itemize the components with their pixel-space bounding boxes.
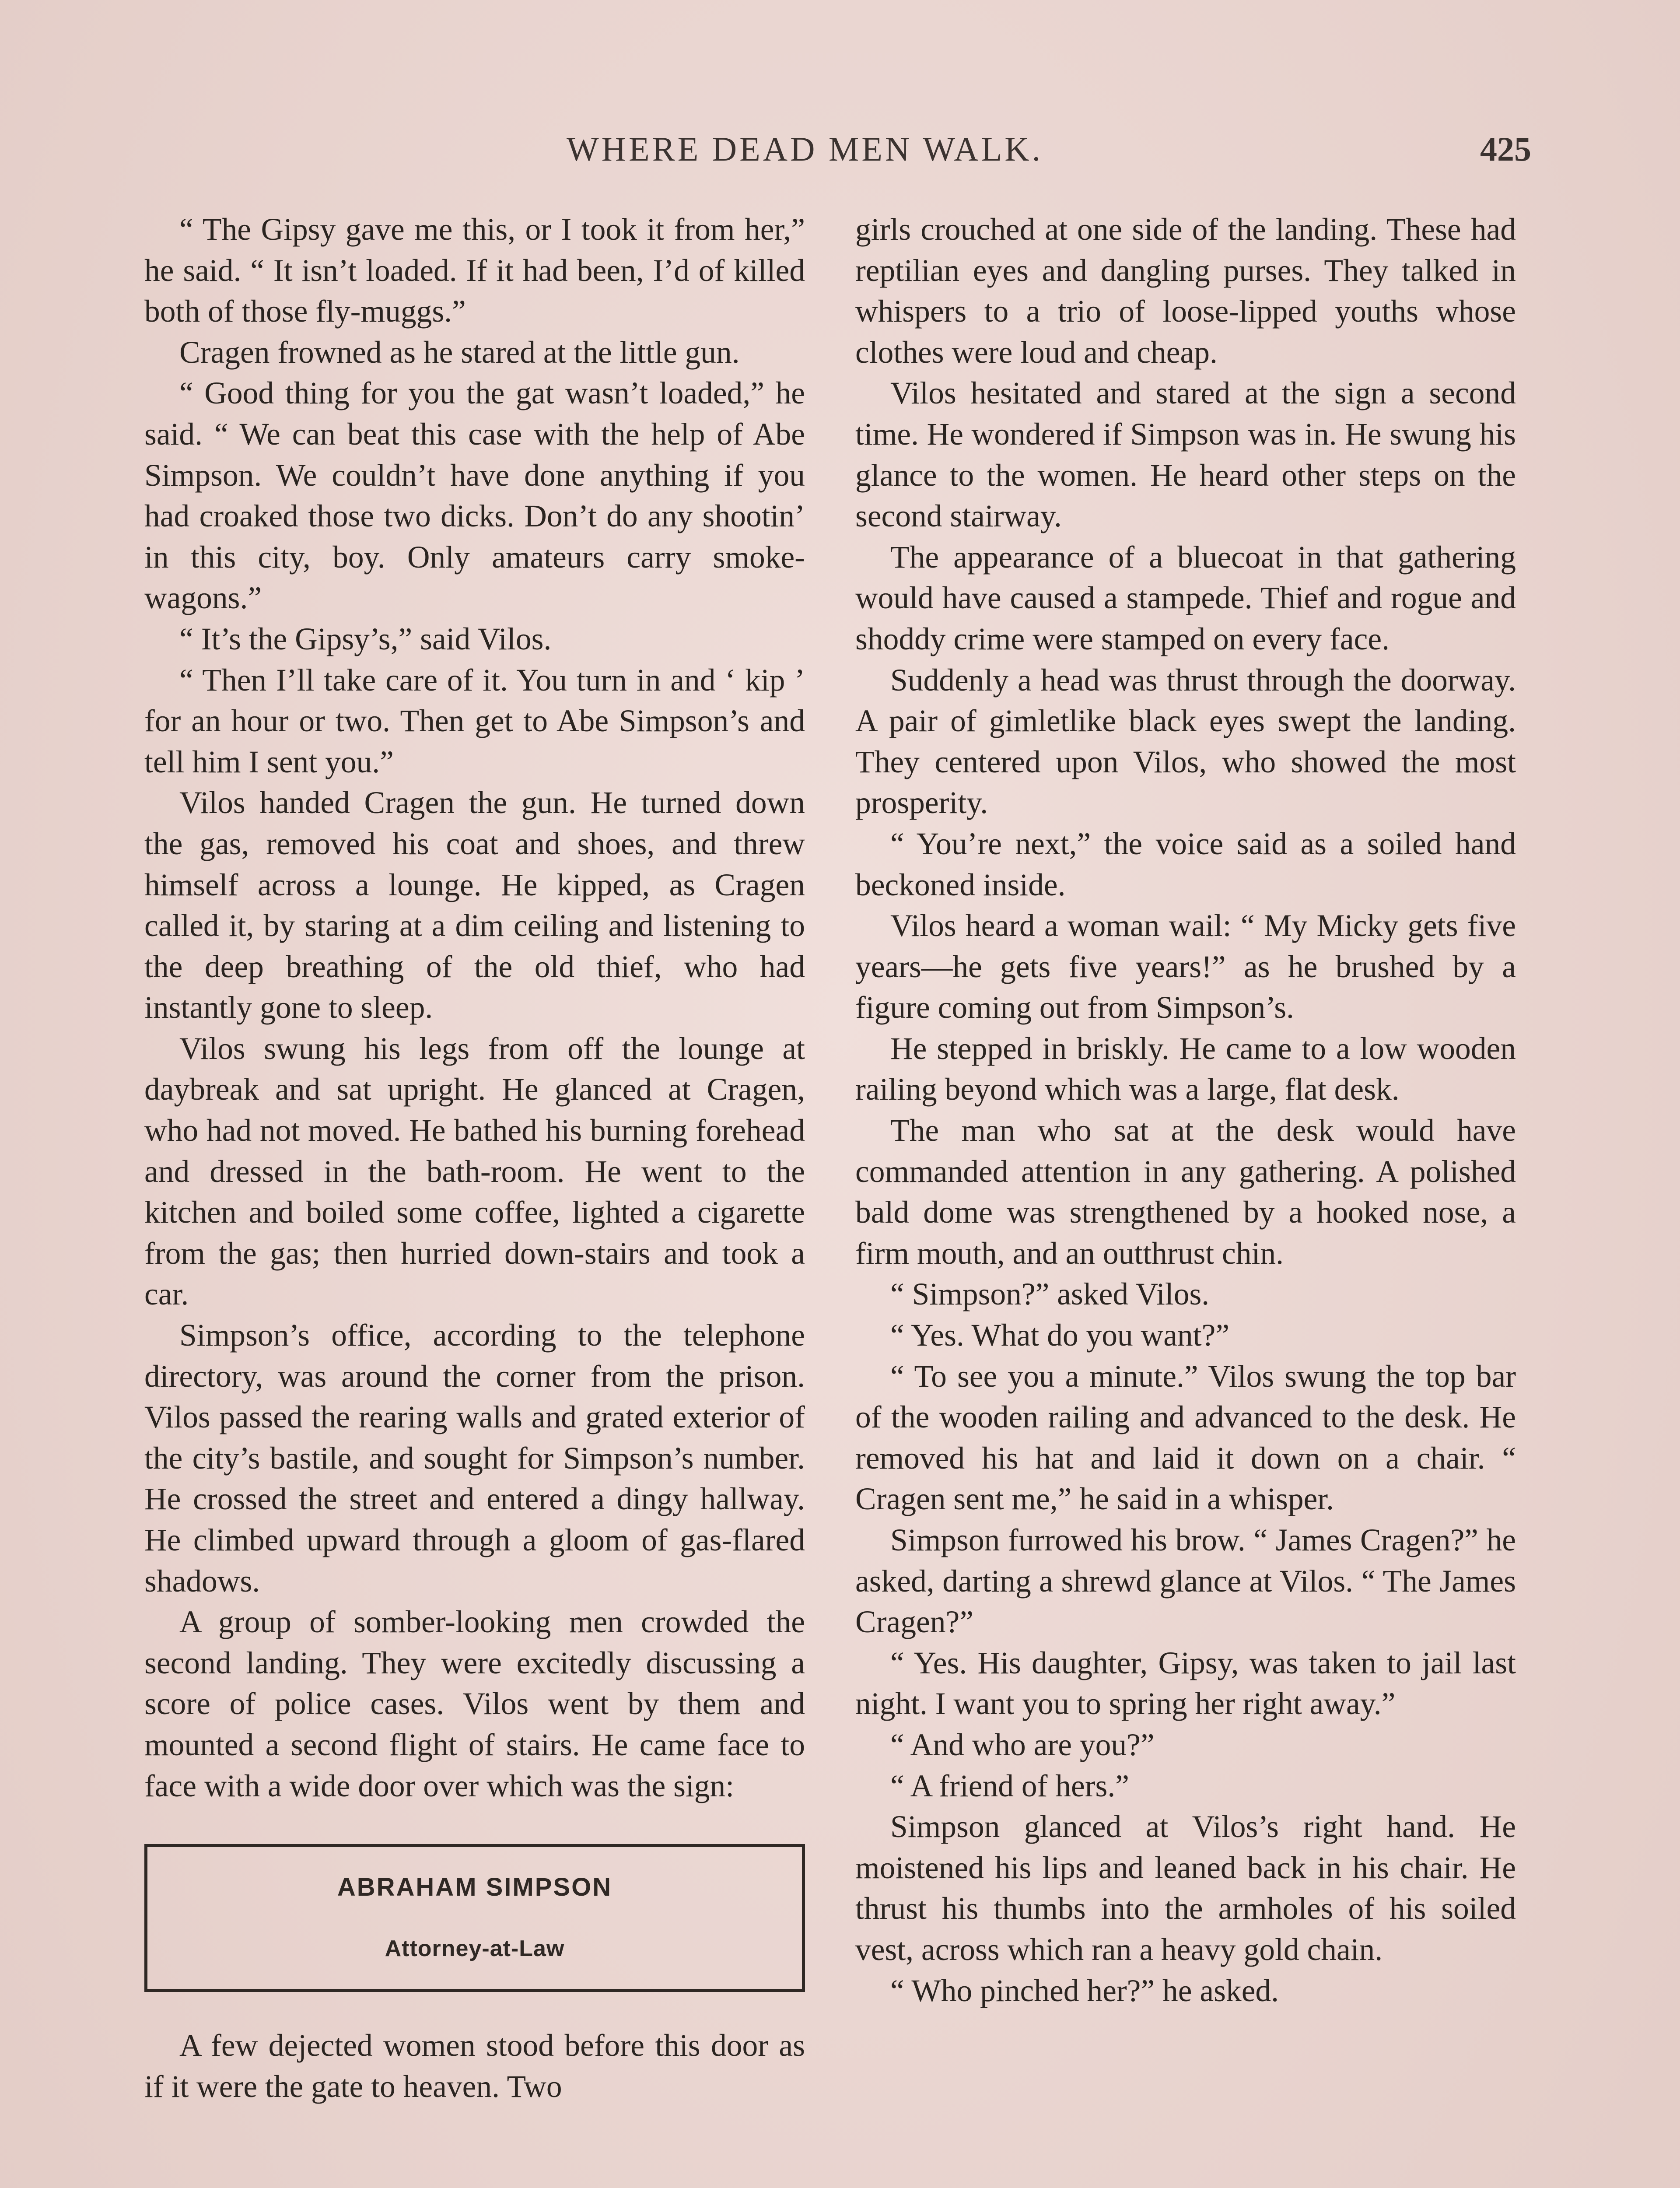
paragraph: He stepped in briskly. He came to a low wooden railing beyond which was a large, flat desk.: [855, 1031, 1516, 1107]
paragraph: A few dejected women stood before this door as if it were the gate to heaven. Two: [144, 2028, 805, 2104]
paragraph: The man who sat at the desk would have commanded attention in any gathering. A polished bald dome was strengthened by a hooked nose, a firm mouth, and an outthrust chin.: [855, 1113, 1516, 1271]
paragraph: Simpson’s office, according to the telephone directory, was around the corner from the prison. Vilos passed the rearing walls and grated exterior of the city’s bastile, and sought for Simpson’s number. He crossed the street and entered a dingy hallway. He climbed upward through a gloom of gas-flared shadows.: [144, 1318, 805, 1599]
page-header: [567, 130, 1531, 178]
office-sign: [144, 1844, 805, 1992]
paragraph: Vilos heard a woman wail: “ My Micky gets five years—he gets five years!” as he brushed by a figure coming out from Simpson’s.: [855, 908, 1516, 1025]
paragraph: “ Yes. What do you want?”: [890, 1318, 1230, 1353]
paragraph: Vilos swung his legs from off the lounge at daybreak and sat upright. He glanced at Cragen, who had not moved. He bathed his burning forehead and dressed in the bath-room. He went to the kitchen and boiled some coffee, lighted a cigarette from the gas; then hurried down-stairs and took a car.: [144, 1031, 805, 1312]
paragraph: “ To see you a minute.” Vilos swung the top bar of the wooden railing and advanced to the desk. He removed his hat and laid it down on a chair. “ Cragen sent me,” he said in a whisper.: [855, 1359, 1516, 1517]
paragraph: “ You’re next,” the voice said as a soiled hand beckoned inside.: [855, 826, 1516, 902]
paragraph: Cragen frowned as he stared at the little gun.: [179, 335, 740, 370]
right-column: [855, 209, 1516, 2011]
paragraph: The appearance of a bluecoat in that gathering would have caused a stampede. Thief and rogue and shoddy crime were stamped on every face.: [855, 540, 1516, 656]
paragraph: “ It’s the Gipsy’s,” said Vilos.: [179, 621, 552, 656]
paragraph: Simpson furrowed his brow. “ James Cragen?” he asked, darting a shrewd glance at Vilos. “ The James Cragen?”: [855, 1523, 1516, 1640]
paragraph: “ Who pinched her?” he asked.: [890, 1973, 1279, 2008]
paragraph: A group of somber-looking men crowded the second landing. They were excitedly discussing a score of police cases. Vilos went by them and mounted a second flight of stairs. He came face to face with a wide door over which was the sign:: [144, 1605, 805, 1803]
running-title: WHERE DEAD MEN WALK.: [567, 130, 1043, 168]
paragraph: “ A friend of hers.”: [890, 1768, 1129, 1803]
paragraph: Simpson glanced at Vilos’s right hand. He moistened his lips and leaned back in his chair. He thrust his thumbs into the armholes of his soiled vest, across which ran a heavy gold chain.: [855, 1809, 1516, 1967]
sign-title: Attorney-at-Law: [385, 1936, 565, 1962]
paragraph: “ Good thing for you the gat wasn’t loaded,” he said. “ We can beat this case with the help of Abe Simpson. We couldn’t have done anything if you had croaked those two dicks. Don’t do any shootin’ in this city, boy. Only amateurs carry smoke-wagons.”: [144, 376, 805, 616]
paragraph: Suddenly a head was thrust through the doorway. A pair of gimletlike black eyes swept the landing. They centered upon Vilos, who showed the most prosperity.: [855, 663, 1516, 820]
paragraph: “ And who are you?”: [890, 1727, 1155, 1762]
paragraph: “ Yes. His daughter, Gipsy, was taken to jail last night. I want you to spring her right away.”: [855, 1645, 1516, 1722]
paragraph: “ Simpson?” asked Vilos.: [890, 1277, 1210, 1312]
paragraph: Vilos handed Cragen the gun. He turned down the gas, removed his coat and shoes, and threw himself across a lounge. He kipped, as Cragen called it, by staring at a dim ceiling and listening to the deep breathing of the old thief, who had instantly gone to sleep.: [144, 785, 805, 1025]
paragraph: “ Then I’ll take care of it. You turn in and ‘ kip ’ for an hour or two. Then get to Abe Simpson’s and tell him I sent you.”: [144, 663, 805, 779]
paragraph: “ The Gipsy gave me this, or I took it from her,” he said. “ It isn’t loaded. If it had been, I’d of killed both of those fly-muggs.”: [144, 212, 805, 329]
sign-name: ABRAHAM SIMPSON: [337, 1872, 612, 1901]
left-column: [144, 209, 805, 2107]
paragraph: Vilos hesitated and stared at the sign a second time. He wondered if Simpson was in. He swung his glance to the women. He heard other steps on the second stairway.: [855, 376, 1516, 534]
page-number: 425: [1480, 130, 1531, 168]
paragraph-continuation: girls crouched at one side of the landing. These had reptilian eyes and dangling purses. They talked in whispers to a trio of loose-lipped youths whose clothes were loud and cheap.: [855, 212, 1516, 370]
